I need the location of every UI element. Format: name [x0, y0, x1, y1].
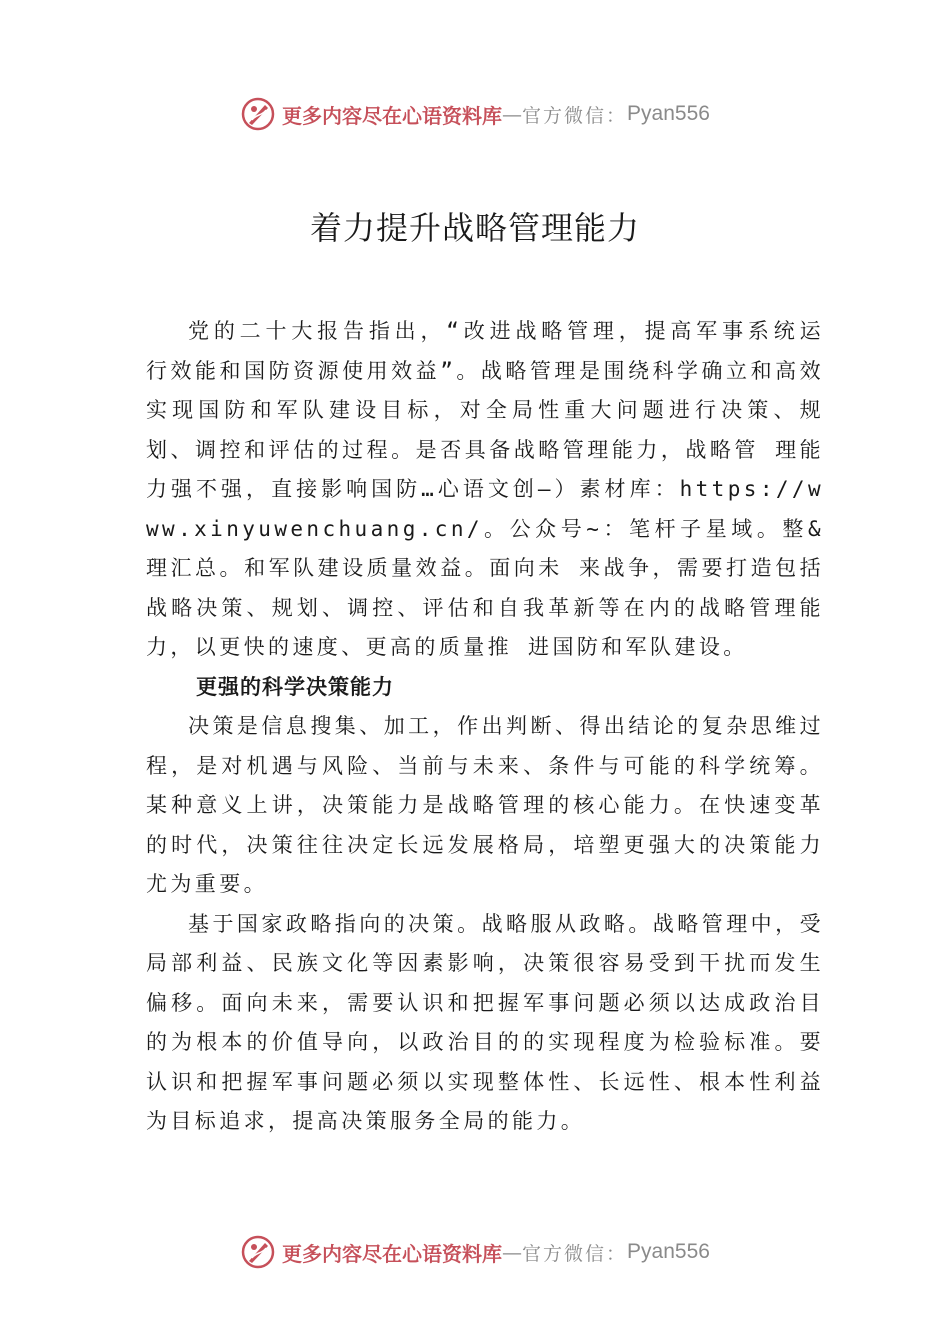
banner-wechat-label: 官方微信： — [522, 1242, 628, 1265]
paragraph-intro: 党的二十大报告指出，“改进战略管理，提高军事系统运 行效能和国防资源使用效益”。战略管理是围绕科学确立和高效实现国防和军队建设目标，对全局性重大问题进行决策、规划、调控和评估的过程。是否具备战略管理能力，战略管 理能力强不强，直接影响国防…心语文创—）素材库：https://www.xinyuwenchuang.cn/。公众号~：笔杆子星域。整&理汇总。和军队建设质量效益。面向未 来战争，需要打造包括战略决策、规划、调控、评估和自我革新等在内的战略管理能力，以更快的速度、更高的质量推 进国防和军队建设。 — [146, 319, 824, 659]
header-banner — [0, 94, 950, 134]
banner-separator: — — [502, 1240, 523, 1264]
document-title: 着力提升战略管理能力 — [309, 209, 640, 247]
footer-banner — [0, 1232, 950, 1272]
logo-icon — [240, 1234, 276, 1270]
paragraph-decision: 决策是信息搜集、加工，作出判断、得出结论的复杂思维过程，是对机遇与风险、当前与未来、条件与可能的科学统筹。某种意义上讲，决策能力是战略管理的核心能力。在快速变革的时代，决策往往决定长远发展格局，培塑更强大的决策能力尤为重要。 — [146, 714, 824, 896]
paragraph-political: 基于国家政略指向的决策。战略服从政略。战略管理中，受局部利益、民族文化等因素影响，决策很容易受到干扰而发生偏移。面向未来，需要认识和把握军事问题必须以达成政治目的为根本的价值导向，以政治目的的实现程度为检验标准。要认识和把握军事问题必须以实现整体性、长远性、根本性利益为目标追求，提高决策服务全局的能力。 — [146, 911, 824, 1133]
banner-brand: 更多内容尽在心语资料库 — [282, 103, 503, 128]
banner-separator: — — [502, 102, 523, 126]
banner-brand: 更多内容尽在心语资料库 — [282, 1241, 503, 1266]
banner-wechat-id: Pyan556 — [627, 102, 710, 125]
section-heading: 更强的科学决策能力 — [196, 674, 394, 699]
banner-wechat-label: 官方微信： — [522, 104, 628, 127]
document-body — [146, 312, 824, 1142]
logo-icon — [240, 96, 276, 132]
banner-wechat-id: Pyan556 — [627, 1240, 710, 1263]
